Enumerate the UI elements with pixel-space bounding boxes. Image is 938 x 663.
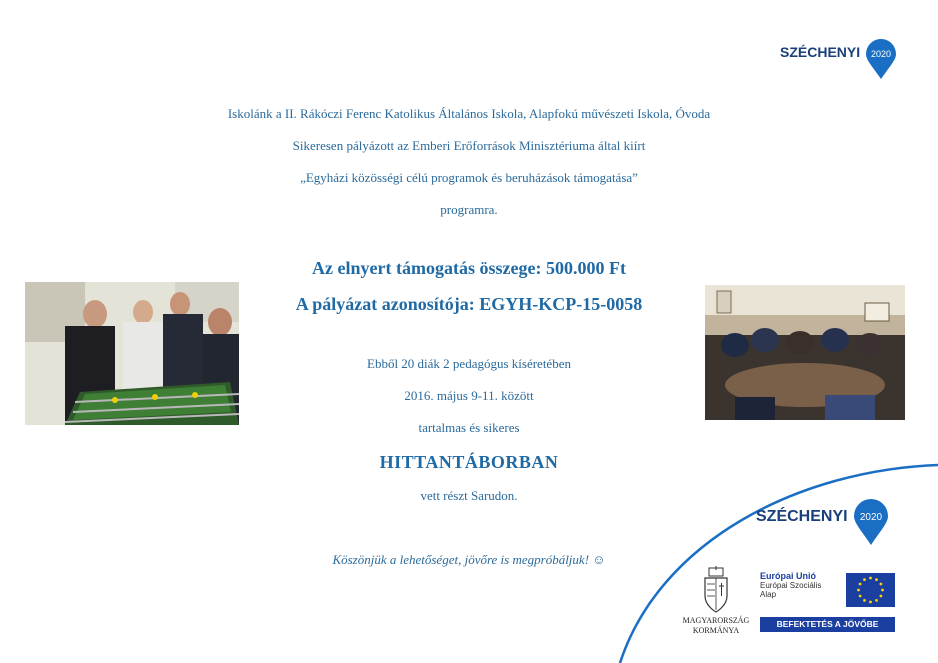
gov-name: [680, 616, 752, 636]
intro-line-2: Sikeresen pályázott az Emberi Erőforrások Minisztériuma által kiírt: [292, 138, 646, 153]
szechenyi-year-top: 2020: [870, 49, 892, 59]
szechenyi-logo-bottom-text: SZÉCHENYI: [756, 508, 848, 525]
eu-banner: [760, 617, 895, 632]
szechenyi-pin-icon: [864, 38, 898, 80]
szechenyi-year-bottom: 2020: [859, 512, 883, 523]
photo-group: [705, 285, 905, 420]
szechenyi-logo-top-text: SZÉCHENYI: [780, 44, 861, 60]
coat-of-arms-icon: [701, 566, 731, 614]
detail-line-2: 2016. május 9-11. között: [404, 388, 534, 403]
szechenyi-logo-bottom: [756, 508, 848, 526]
intro-line-4: programra.: [440, 202, 498, 217]
grant-id: A pályázat azonosítója: EGYH-KCP-15-0058: [295, 294, 643, 314]
eu-sub-1: Európai Szociális: [760, 581, 822, 590]
eu-sub-2: Alap: [760, 590, 777, 599]
thanks-text: Köszönjük a lehetőséget, jövőre is megpróbáljuk! ☺: [332, 552, 606, 567]
szechenyi-pin-icon-bottom: [852, 498, 890, 546]
camp-title: HITTANTÁBORBAN: [379, 452, 559, 472]
photo-foosball: [25, 282, 239, 425]
intro-line-1: Iskolánk a II. Rákóczi Ferenc Katolikus Általános Iskola, Alapfokú művészeti Iskola, Óvoda: [227, 106, 711, 121]
intro-line-3: „Egyházi közösségi célú programok és beruházások támogatása”: [300, 170, 638, 185]
szechenyi-logo-top: [780, 44, 860, 60]
detail-line-1: Ebből 20 diák 2 pedagógus kíséretében: [367, 356, 571, 371]
detail-line-4: vett részt Sarudon.: [420, 488, 518, 503]
gov-line-2: KORMÁNYA: [692, 626, 740, 635]
eu-title: Európai Unió: [760, 571, 816, 581]
gov-line-1: MAGYARORSZÁG: [682, 616, 750, 625]
eu-banner-text: BEFEKTETÉS A JÖVŐBE: [776, 619, 879, 629]
detail-line-3: tartalmas és sikeres: [418, 420, 520, 435]
grant-amount: Az elnyert támogatás összege: 500.000 Ft: [312, 258, 626, 278]
eu-flag-icon: [846, 573, 895, 607]
